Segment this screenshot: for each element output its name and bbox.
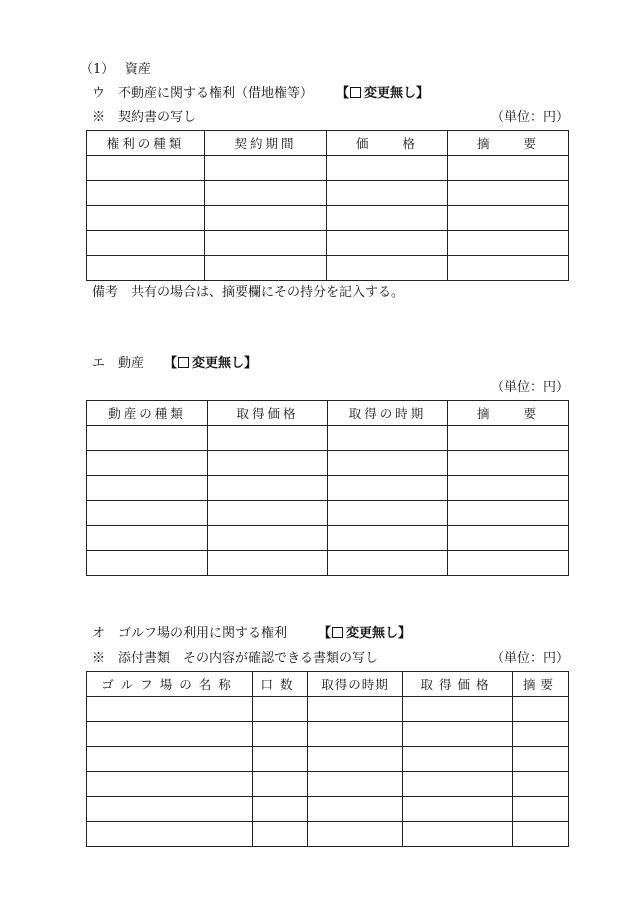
header-acquisition-price: 取得価格 <box>403 672 513 697</box>
table-cell[interactable] <box>308 797 403 822</box>
movables-table <box>86 400 569 576</box>
section-e-unit: （単位：円） <box>491 380 570 395</box>
table-cell[interactable] <box>308 772 403 797</box>
bracket-open: 【 <box>336 86 350 101</box>
table-cell[interactable] <box>87 426 208 451</box>
header-units: 口数 <box>253 672 308 697</box>
table-cell[interactable] <box>448 451 569 476</box>
table-cell[interactable] <box>448 476 569 501</box>
table-cell[interactable] <box>87 722 253 747</box>
table-cell[interactable] <box>403 797 513 822</box>
table-cell[interactable] <box>208 551 328 576</box>
section-o-unit: （単位：円） <box>491 651 570 666</box>
no-change-label: 変更無し】 <box>364 86 430 101</box>
table-row <box>87 181 569 206</box>
table-cell[interactable] <box>513 722 569 747</box>
table-cell[interactable] <box>327 181 448 206</box>
table-cell[interactable] <box>205 156 327 181</box>
table-cell[interactable] <box>448 181 569 206</box>
table-row <box>87 451 569 476</box>
table-cell[interactable] <box>87 476 208 501</box>
bracket-open: 【 <box>164 356 178 371</box>
table-header-row <box>87 401 569 426</box>
table-cell[interactable] <box>205 256 327 281</box>
table-cell[interactable] <box>513 747 569 772</box>
table-row <box>87 206 569 231</box>
table-body <box>87 697 569 847</box>
table-cell[interactable] <box>403 747 513 772</box>
table-cell[interactable] <box>87 156 205 181</box>
table-cell[interactable] <box>513 697 569 722</box>
table-cell[interactable] <box>448 206 569 231</box>
header-movable-type: 動産の種類 <box>87 401 208 426</box>
section-e-no-change <box>164 356 257 372</box>
table-cell[interactable] <box>403 697 513 722</box>
table-cell[interactable] <box>205 181 327 206</box>
table-cell[interactable] <box>328 526 448 551</box>
table-cell[interactable] <box>308 747 403 772</box>
table-body <box>87 426 569 576</box>
table-cell[interactable] <box>208 526 328 551</box>
table-cell[interactable] <box>87 256 205 281</box>
table-cell[interactable] <box>513 772 569 797</box>
table-cell[interactable] <box>208 501 328 526</box>
table-row <box>87 747 569 772</box>
header-price: 価 格 <box>327 131 448 156</box>
table-cell[interactable] <box>403 822 513 847</box>
table-cell[interactable] <box>253 697 308 722</box>
table-cell[interactable] <box>328 426 448 451</box>
table-header-row <box>87 672 569 697</box>
table-cell[interactable] <box>327 231 448 256</box>
table-cell[interactable] <box>87 797 253 822</box>
table-cell[interactable] <box>448 501 569 526</box>
table-row <box>87 697 569 722</box>
table-cell[interactable] <box>87 697 253 722</box>
section-heading: （1） 資産 <box>80 62 151 77</box>
header-summary: 摘要 <box>513 672 569 697</box>
header-summary: 摘 要 <box>448 131 569 156</box>
table-cell[interactable] <box>205 206 327 231</box>
table-cell[interactable] <box>87 501 208 526</box>
table-cell[interactable] <box>513 797 569 822</box>
table-cell[interactable] <box>208 451 328 476</box>
table-cell[interactable] <box>448 426 569 451</box>
rights-table <box>86 130 569 281</box>
table-cell[interactable] <box>308 722 403 747</box>
table-row <box>87 526 569 551</box>
table-cell[interactable] <box>208 476 328 501</box>
header-acquisition-date: 取得の時期 <box>328 401 448 426</box>
table-cell[interactable] <box>308 697 403 722</box>
section-u-remark: 備考 共有の場合は、摘要欄にその持分を記入する。 <box>92 285 405 300</box>
section-u-no-change <box>336 86 429 102</box>
table-row <box>87 722 569 747</box>
table-row <box>87 551 569 576</box>
section-o-note: ※ 添付書類 その内容が確認できる書類の写し <box>92 651 379 666</box>
table-cell[interactable] <box>253 722 308 747</box>
table-cell[interactable] <box>448 231 569 256</box>
header-acquisition-price: 取得価格 <box>208 401 328 426</box>
table-row <box>87 822 569 847</box>
section-o-no-change <box>318 626 411 642</box>
table-cell[interactable] <box>208 426 328 451</box>
no-change-checkbox[interactable] <box>350 87 361 98</box>
table-cell[interactable] <box>448 156 569 181</box>
table-cell[interactable] <box>87 451 208 476</box>
table-row <box>87 231 569 256</box>
table-cell[interactable] <box>327 256 448 281</box>
section-u-note: ※ 契約書の写し <box>92 110 197 125</box>
table-header-row <box>87 131 569 156</box>
table-cell[interactable] <box>87 526 208 551</box>
section-o-title: オ ゴルフ場の利用に関する権利 <box>92 626 288 641</box>
table-row <box>87 426 569 451</box>
table-body <box>87 156 569 281</box>
table-cell[interactable] <box>253 822 308 847</box>
table-cell[interactable] <box>328 551 448 576</box>
table-cell[interactable] <box>87 231 205 256</box>
table-row <box>87 501 569 526</box>
table-cell[interactable] <box>328 476 448 501</box>
table-cell[interactable] <box>328 451 448 476</box>
header-golf-course-name: ゴルフ場の名称 <box>87 672 253 697</box>
table-cell[interactable] <box>448 526 569 551</box>
table-cell[interactable] <box>513 822 569 847</box>
table-cell[interactable] <box>205 231 327 256</box>
table-cell[interactable] <box>403 722 513 747</box>
table-cell[interactable] <box>327 206 448 231</box>
table-cell[interactable] <box>403 772 513 797</box>
table-cell[interactable] <box>327 156 448 181</box>
table-row <box>87 476 569 501</box>
no-change-label: 変更無し】 <box>346 626 412 641</box>
table-cell[interactable] <box>253 747 308 772</box>
table-cell[interactable] <box>87 772 253 797</box>
table-cell[interactable] <box>448 256 569 281</box>
header-summary: 摘 要 <box>448 401 569 426</box>
table-cell[interactable] <box>328 501 448 526</box>
section-u-title: ウ 不動産に関する権利（借地権等） <box>92 86 314 101</box>
header-contract-period: 契約期間 <box>205 131 327 156</box>
no-change-checkbox[interactable] <box>178 357 189 368</box>
golf-rights-table <box>86 671 569 847</box>
section-e-title: エ 動産 <box>92 356 145 371</box>
table-cell[interactable] <box>87 822 253 847</box>
table-row <box>87 156 569 181</box>
section-u-unit: （単位：円） <box>491 110 570 125</box>
header-right-type: 権利の種類 <box>87 131 205 156</box>
table-cell[interactable] <box>253 797 308 822</box>
no-change-label: 変更無し】 <box>192 356 258 371</box>
table-cell[interactable] <box>448 551 569 576</box>
bracket-open: 【 <box>318 626 332 641</box>
table-row <box>87 256 569 281</box>
table-cell[interactable] <box>87 551 208 576</box>
table-cell[interactable] <box>87 206 205 231</box>
table-row <box>87 797 569 822</box>
table-cell[interactable] <box>87 181 205 206</box>
header-acquisition-date: 取得の時期 <box>308 672 403 697</box>
table-cell[interactable] <box>308 822 403 847</box>
table-cell[interactable] <box>87 747 253 772</box>
table-cell[interactable] <box>253 772 308 797</box>
table-row <box>87 772 569 797</box>
no-change-checkbox[interactable] <box>332 627 343 638</box>
